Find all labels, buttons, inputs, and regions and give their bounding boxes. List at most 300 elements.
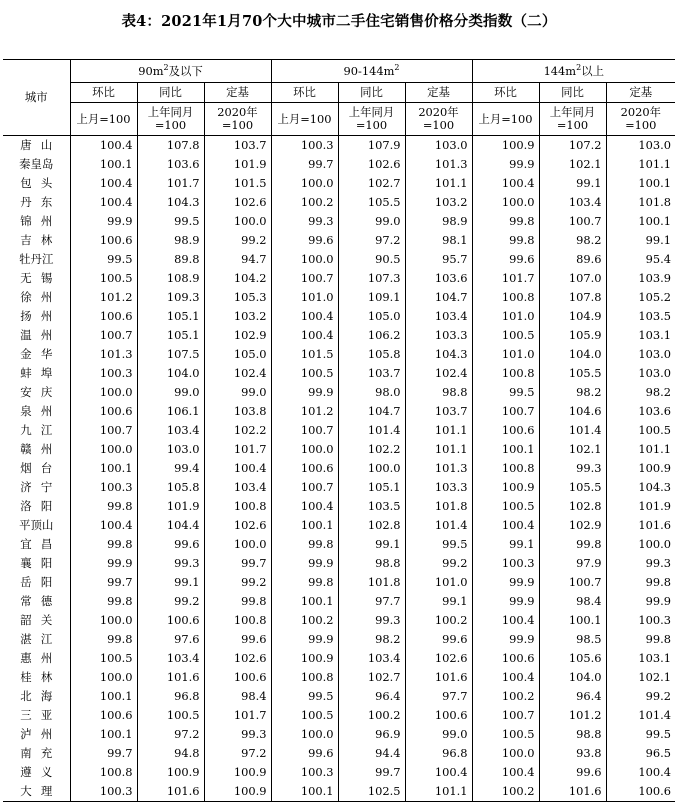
city-cell: [3, 212, 70, 231]
value-cell: 99.1: [137, 573, 204, 592]
value-cell: 100.5: [137, 706, 204, 725]
value-cell: 98.2: [539, 231, 606, 250]
value-cell: 99.9: [472, 155, 539, 174]
value-cell: 99.8: [70, 535, 137, 554]
value-cell: 99.8: [271, 535, 338, 554]
city-cell: [3, 554, 70, 573]
value-cell: 100.9: [204, 782, 271, 802]
value-cell: 99.7: [271, 155, 338, 174]
value-cell: 103.0: [137, 440, 204, 459]
value-cell: 99.2: [137, 592, 204, 611]
table-row: [3, 497, 675, 516]
value-cell: 102.4: [204, 364, 271, 383]
table-row: [3, 383, 675, 402]
value-cell: 101.2: [539, 706, 606, 725]
value-cell: 99.8: [539, 535, 606, 554]
value-cell: 102.2: [338, 440, 405, 459]
value-cell: 100.0: [271, 725, 338, 744]
value-cell: 98.4: [204, 687, 271, 706]
value-cell: 99.7: [70, 573, 137, 592]
city-name: 丹东: [20, 195, 53, 209]
city-cell: [3, 136, 70, 156]
city-name: 赣州: [20, 442, 53, 456]
value-cell: 101.0: [472, 307, 539, 326]
value-cell: 101.2: [271, 402, 338, 421]
value-cell: 104.7: [338, 402, 405, 421]
base-header-cell: 上月=100: [70, 103, 137, 136]
value-cell: 100.0: [204, 535, 271, 554]
value-cell: 100.4: [472, 516, 539, 535]
value-cell: 100.4: [606, 763, 675, 782]
value-cell: 100.4: [204, 459, 271, 478]
subheader-cell: 环比: [271, 83, 338, 103]
value-cell: 101.7: [204, 706, 271, 725]
value-cell: 100.4: [271, 497, 338, 516]
value-cell: 102.6: [204, 193, 271, 212]
value-cell: 100.5: [271, 364, 338, 383]
value-cell: 105.8: [137, 478, 204, 497]
value-cell: 99.7: [204, 554, 271, 573]
city-name: 惠州: [20, 651, 53, 665]
value-cell: 101.7: [137, 174, 204, 193]
base-header-cell: 上年同月=100: [137, 103, 204, 136]
table-row: [3, 592, 675, 611]
value-cell: 99.8: [70, 497, 137, 516]
value-cell: 100.5: [70, 649, 137, 668]
value-cell: 100.6: [405, 706, 472, 725]
base-header-cell: 2020年=100: [405, 103, 472, 136]
value-cell: 109.3: [137, 288, 204, 307]
value-cell: 99.9: [271, 630, 338, 649]
value-cell: 101.1: [405, 174, 472, 193]
value-cell: 104.3: [137, 193, 204, 212]
city-cell: [3, 573, 70, 592]
value-cell: 99.2: [405, 554, 472, 573]
value-cell: 103.8: [204, 402, 271, 421]
city-name: 牡丹江: [19, 252, 54, 266]
value-cell: 103.7: [338, 364, 405, 383]
city-cell: [3, 345, 70, 364]
value-cell: 89.6: [539, 250, 606, 269]
value-cell: 104.9: [539, 307, 606, 326]
value-cell: 99.8: [70, 592, 137, 611]
city-name: 泸州: [20, 727, 53, 741]
city-cell: [3, 402, 70, 421]
value-cell: 99.9: [606, 592, 675, 611]
table-row: [3, 193, 675, 212]
value-cell: 100.4: [271, 307, 338, 326]
value-cell: 105.5: [539, 478, 606, 497]
value-cell: 99.8: [70, 630, 137, 649]
value-cell: 99.6: [271, 744, 338, 763]
city-name: 唐山: [20, 138, 53, 152]
subheader-cell: 定基: [606, 83, 675, 103]
table-row: [3, 345, 675, 364]
value-cell: 95.4: [606, 250, 675, 269]
city-name: 湛江: [20, 632, 53, 646]
value-cell: 100.6: [606, 782, 675, 802]
table-row: [3, 687, 675, 706]
city-cell: [3, 497, 70, 516]
table-row: [3, 212, 675, 231]
value-cell: 100.5: [472, 725, 539, 744]
value-cell: 98.8: [338, 554, 405, 573]
city-name: 南充: [20, 746, 53, 760]
value-cell: 101.1: [606, 440, 675, 459]
value-cell: 98.2: [539, 383, 606, 402]
city-name: 大理: [20, 784, 53, 798]
value-cell: 100.4: [70, 516, 137, 535]
value-cell: 100.1: [70, 687, 137, 706]
value-cell: 99.9: [70, 554, 137, 573]
value-cell: 102.1: [606, 668, 675, 687]
value-cell: 101.6: [405, 668, 472, 687]
city-cell: [3, 687, 70, 706]
value-cell: 99.0: [405, 725, 472, 744]
city-cell: [3, 231, 70, 250]
value-cell: 104.0: [539, 345, 606, 364]
city-cell: [3, 288, 70, 307]
value-cell: 102.6: [204, 516, 271, 535]
value-cell: 99.8: [271, 573, 338, 592]
value-cell: 99.5: [70, 250, 137, 269]
value-cell: 99.8: [472, 231, 539, 250]
value-cell: 103.1: [606, 326, 675, 345]
table-row: [3, 763, 675, 782]
value-cell: 99.7: [338, 763, 405, 782]
value-cell: 100.2: [472, 782, 539, 802]
city-name: 洛阳: [20, 499, 53, 513]
value-cell: 99.1: [539, 174, 606, 193]
city-name: 金华: [20, 347, 53, 361]
subheader-cell: 同比: [338, 83, 405, 103]
value-cell: 101.0: [472, 345, 539, 364]
value-cell: 98.4: [539, 592, 606, 611]
value-cell: 105.8: [338, 345, 405, 364]
value-cell: 96.8: [137, 687, 204, 706]
value-cell: 107.5: [137, 345, 204, 364]
value-cell: 100.0: [338, 459, 405, 478]
value-cell: 100.1: [271, 592, 338, 611]
value-cell: 97.2: [204, 744, 271, 763]
value-cell: 100.3: [606, 611, 675, 630]
value-cell: 100.8: [204, 497, 271, 516]
city-name: 韶关: [20, 613, 53, 627]
value-cell: 98.5: [539, 630, 606, 649]
value-cell: 100.7: [472, 402, 539, 421]
value-cell: 99.9: [472, 592, 539, 611]
value-cell: 100.3: [271, 763, 338, 782]
group-header: $90m^2$及以下: [70, 60, 271, 83]
value-cell: 103.4: [338, 649, 405, 668]
table-row: [3, 668, 675, 687]
value-cell: 104.0: [137, 364, 204, 383]
city-cell: [3, 174, 70, 193]
value-cell: 100.0: [70, 383, 137, 402]
value-cell: 100.6: [472, 421, 539, 440]
value-cell: 103.6: [137, 155, 204, 174]
base-header-cell: 上月=100: [472, 103, 539, 136]
value-cell: 107.0: [539, 269, 606, 288]
value-cell: 102.2: [204, 421, 271, 440]
value-cell: 101.0: [271, 288, 338, 307]
value-cell: 99.0: [204, 383, 271, 402]
value-cell: 98.0: [338, 383, 405, 402]
value-cell: 99.8: [204, 592, 271, 611]
city-cell: [3, 592, 70, 611]
value-cell: 102.8: [539, 497, 606, 516]
value-cell: 97.7: [405, 687, 472, 706]
value-cell: 101.4: [338, 421, 405, 440]
city-cell: [3, 364, 70, 383]
value-cell: 100.2: [472, 687, 539, 706]
value-cell: 99.3: [204, 725, 271, 744]
value-cell: 97.7: [338, 592, 405, 611]
value-cell: 101.2: [70, 288, 137, 307]
value-cell: 101.1: [606, 155, 675, 174]
value-cell: 101.5: [271, 345, 338, 364]
value-cell: 103.0: [405, 136, 472, 156]
table-row: [3, 402, 675, 421]
value-cell: 107.2: [539, 136, 606, 156]
city-name: 烟台: [20, 461, 53, 475]
table-row: [3, 554, 675, 573]
value-cell: 99.9: [472, 573, 539, 592]
value-cell: 105.1: [137, 307, 204, 326]
value-cell: 101.5: [204, 174, 271, 193]
value-cell: 98.8: [539, 725, 606, 744]
value-cell: 104.3: [405, 345, 472, 364]
value-cell: 100.2: [338, 706, 405, 725]
table-row: [3, 706, 675, 725]
table-title: 表4：2021年1月70个大中城市二手住宅销售价格分类指数（二）: [121, 13, 557, 30]
value-cell: 106.1: [137, 402, 204, 421]
subheader-cell: 环比: [472, 83, 539, 103]
city-name: 济宁: [20, 480, 53, 494]
value-cell: 97.9: [539, 554, 606, 573]
value-cell: 100.3: [472, 554, 539, 573]
value-cell: 90.5: [338, 250, 405, 269]
value-cell: 107.3: [338, 269, 405, 288]
value-cell: 98.2: [606, 383, 675, 402]
value-cell: 100.0: [472, 744, 539, 763]
value-cell: 100.4: [472, 611, 539, 630]
value-cell: 103.4: [204, 478, 271, 497]
value-cell: 103.9: [606, 269, 675, 288]
table-row: [3, 307, 675, 326]
value-cell: 99.9: [271, 383, 338, 402]
city-cell: [3, 668, 70, 687]
value-cell: 100.6: [70, 706, 137, 725]
value-cell: 100.7: [472, 706, 539, 725]
value-cell: 100.9: [606, 459, 675, 478]
value-cell: 100.5: [472, 497, 539, 516]
value-cell: 104.7: [405, 288, 472, 307]
value-cell: 103.1: [606, 649, 675, 668]
city-name: 扬州: [20, 309, 53, 323]
value-cell: 102.7: [338, 668, 405, 687]
value-cell: 94.8: [137, 744, 204, 763]
value-cell: 100.0: [271, 174, 338, 193]
city-cell: [3, 649, 70, 668]
table-row: [3, 288, 675, 307]
value-cell: 104.6: [539, 402, 606, 421]
city-name: 宜昌: [20, 537, 53, 551]
value-cell: 101.3: [405, 155, 472, 174]
city-cell: [3, 421, 70, 440]
value-cell: 101.6: [539, 782, 606, 802]
base-header-cell: 2020年=100: [606, 103, 675, 136]
table-row: [3, 421, 675, 440]
value-cell: 101.4: [606, 706, 675, 725]
value-cell: 100.3: [70, 782, 137, 802]
value-cell: 101.3: [70, 345, 137, 364]
city-cell: [3, 611, 70, 630]
value-cell: 103.4: [137, 649, 204, 668]
value-cell: 97.6: [137, 630, 204, 649]
value-cell: 100.1: [472, 440, 539, 459]
city-name: 常德: [20, 594, 53, 608]
table-row: [3, 782, 675, 802]
value-cell: 100.5: [606, 421, 675, 440]
value-cell: 100.8: [204, 611, 271, 630]
subheader-cell: 定基: [405, 83, 472, 103]
table-row: [3, 231, 675, 250]
table-row: [3, 649, 675, 668]
value-cell: 103.4: [539, 193, 606, 212]
city-cell: [3, 326, 70, 345]
value-cell: 99.8: [472, 212, 539, 231]
value-cell: 100.5: [271, 706, 338, 725]
value-cell: 102.9: [204, 326, 271, 345]
value-cell: 98.9: [137, 231, 204, 250]
value-cell: 101.7: [472, 269, 539, 288]
value-cell: 101.1: [405, 421, 472, 440]
value-cell: 102.6: [204, 649, 271, 668]
value-cell: 103.6: [606, 402, 675, 421]
value-cell: 104.2: [204, 269, 271, 288]
table-row: [3, 136, 675, 156]
value-cell: 109.1: [338, 288, 405, 307]
value-cell: 107.9: [338, 136, 405, 156]
city-name: 吉林: [20, 233, 53, 247]
value-cell: 96.4: [338, 687, 405, 706]
value-cell: 101.3: [405, 459, 472, 478]
value-cell: 100.0: [606, 535, 675, 554]
value-cell: 100.8: [472, 288, 539, 307]
value-cell: 100.9: [472, 478, 539, 497]
value-cell: 98.9: [405, 212, 472, 231]
city-name: 包头: [20, 176, 53, 190]
value-cell: 96.5: [606, 744, 675, 763]
value-cell: 99.6: [405, 630, 472, 649]
value-cell: 99.2: [606, 687, 675, 706]
value-cell: 100.3: [70, 364, 137, 383]
value-cell: 99.3: [606, 554, 675, 573]
value-cell: 101.6: [137, 782, 204, 802]
value-cell: 102.5: [338, 782, 405, 802]
city-name: 温州: [20, 328, 53, 342]
value-cell: 105.0: [338, 307, 405, 326]
group-header: $90-144m^2$: [271, 60, 472, 83]
value-cell: 98.2: [338, 630, 405, 649]
group-header: $144m^2$以上: [472, 60, 675, 83]
city-cell: [3, 535, 70, 554]
value-cell: 100.1: [606, 212, 675, 231]
table-row: [3, 725, 675, 744]
value-cell: 100.3: [271, 136, 338, 156]
value-cell: 100.2: [405, 611, 472, 630]
value-cell: 100.0: [70, 440, 137, 459]
city-name: 平顶山: [19, 518, 54, 532]
value-cell: 100.7: [539, 212, 606, 231]
value-cell: 100.5: [70, 269, 137, 288]
city-cell: [3, 440, 70, 459]
value-cell: 100.9: [271, 649, 338, 668]
value-cell: 101.1: [405, 782, 472, 802]
value-cell: 105.6: [539, 649, 606, 668]
value-cell: 99.1: [405, 592, 472, 611]
city-cell: [3, 250, 70, 269]
value-cell: 103.0: [606, 345, 675, 364]
value-cell: 103.0: [606, 364, 675, 383]
city-name: 三亚: [20, 708, 53, 722]
table-row: [3, 535, 675, 554]
value-cell: 100.3: [70, 478, 137, 497]
value-cell: 99.9: [472, 630, 539, 649]
value-cell: 102.9: [539, 516, 606, 535]
value-cell: 101.8: [405, 497, 472, 516]
value-cell: 99.1: [472, 535, 539, 554]
value-cell: 104.0: [539, 668, 606, 687]
value-cell: 95.7: [405, 250, 472, 269]
value-cell: 100.0: [204, 212, 271, 231]
value-cell: 103.3: [405, 326, 472, 345]
table-row: [3, 611, 675, 630]
value-cell: 104.4: [137, 516, 204, 535]
value-cell: 94.4: [338, 744, 405, 763]
value-cell: 100.9: [137, 763, 204, 782]
value-cell: 97.2: [338, 231, 405, 250]
city-cell: [3, 516, 70, 535]
value-cell: 96.4: [539, 687, 606, 706]
value-cell: 101.4: [539, 421, 606, 440]
subheader-cell: 同比: [539, 83, 606, 103]
value-cell: 99.3: [137, 554, 204, 573]
value-cell: 104.3: [606, 478, 675, 497]
city-cell: [3, 725, 70, 744]
value-cell: 100.1: [539, 611, 606, 630]
value-cell: 99.1: [606, 231, 675, 250]
city-cell: [3, 193, 70, 212]
value-cell: 100.4: [472, 174, 539, 193]
value-cell: 100.4: [405, 763, 472, 782]
value-cell: 102.7: [338, 174, 405, 193]
city-name: 泉州: [20, 404, 53, 418]
value-cell: 100.8: [472, 459, 539, 478]
value-cell: 101.9: [606, 497, 675, 516]
table-row: [3, 744, 675, 763]
value-cell: 99.0: [137, 383, 204, 402]
value-cell: 99.6: [539, 763, 606, 782]
city-name: 北海: [20, 689, 53, 703]
value-cell: 103.3: [405, 478, 472, 497]
value-cell: 103.0: [606, 136, 675, 156]
base-header-cell: 上年同月=100: [338, 103, 405, 136]
value-cell: 100.7: [271, 421, 338, 440]
table-row: [3, 516, 675, 535]
city-name: 无锡: [20, 271, 53, 285]
